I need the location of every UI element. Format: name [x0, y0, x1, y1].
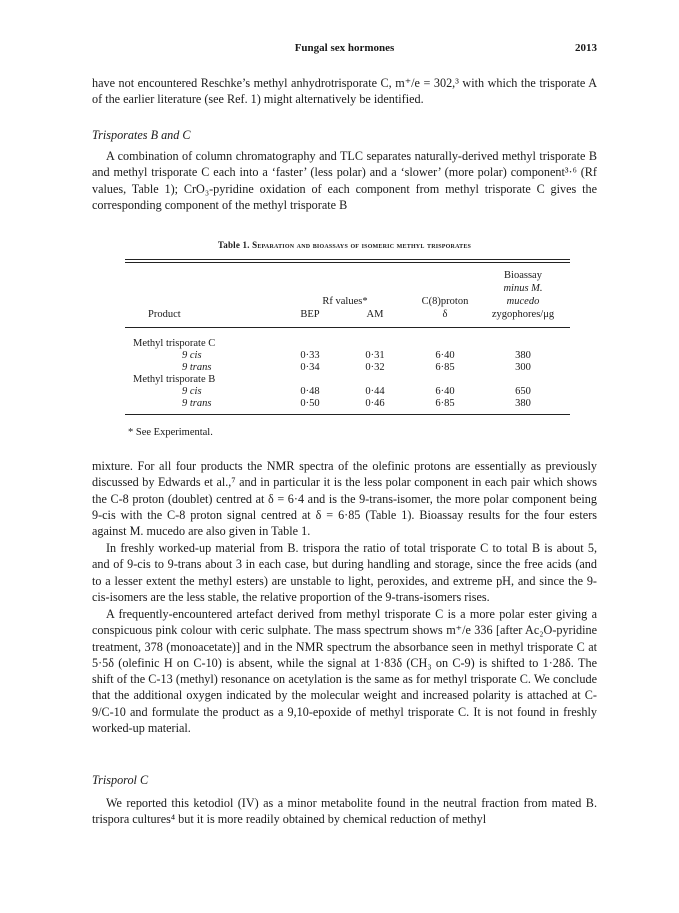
table-row-product: 9 trans: [182, 362, 212, 373]
table-cell-c8: 6·40: [435, 386, 455, 397]
table-top-rule: [125, 259, 570, 263]
table-cell-bioassay: 650: [515, 386, 531, 397]
paragraph-trisporol: We reported this ketodiol (IV) as a minor metabolite found in the neutral fraction from mated B. trispora cultures⁴ but it is more readily obtained by chemical reduction of methyl: [92, 796, 597, 827]
table-cell-bep: 0·33: [300, 350, 320, 361]
running-title: Fungal sex hormones: [294, 42, 395, 54]
paragraph-ratio: In freshly worked-up material from B. trispora the ratio of total trisporate C to total B is about 5, and of 9-cis to 9-trans about 3 in each case, but during handling and storage, since the free acids (and to a lesser extent the methyl esters) are unstable to light, peroxides, and extreme pH, and since the 9-cis-isomers are the less stable, the relative proportion of the 9-trans-isomers rises.: [92, 541, 597, 604]
page-header: [92, 42, 597, 58]
table-cell-am: 0·46: [365, 398, 385, 409]
table-cell-c8: 6·40: [435, 350, 455, 361]
header-c8-proton: C(8)proton: [421, 296, 469, 307]
table-cell-am: 0·32: [365, 362, 385, 373]
table-row-product: 9 trans: [182, 398, 212, 409]
table-cell-c8: 6·85: [435, 362, 455, 373]
table-caption-text: Separation and bioassays of isomeric methyl trisporates: [252, 240, 472, 250]
table-cell-bep: 0·50: [300, 398, 320, 409]
table-cell-bep: 0·48: [300, 386, 320, 397]
table-bottom-rule: [125, 414, 570, 415]
page-number: 2013: [575, 42, 597, 54]
table-row-product: 9 cis: [182, 350, 202, 361]
section-heading-trisporates: Trisporates B and C: [92, 128, 191, 142]
header-am: AM: [366, 309, 384, 320]
table-cell-am: 0·31: [365, 350, 385, 361]
table-header-rule: [125, 327, 570, 328]
header-bioassay-line1: Bioassay: [504, 270, 542, 281]
section-heading-trisporol: Trisporol C: [92, 773, 149, 787]
table-cell-bioassay: 380: [515, 350, 531, 361]
paragraph-separation: A combination of column chromatography and TLC separates naturally-derived methyl trisporate B and methyl trisporate C each into a ‘faster’ (less polar) and a ‘slower’ (more polar) component³·⁶ (Rf values, Table 1); CrO₃-pyridine oxidation of each component from methyl trisporate C gives the corresponding component of the methyl trisporate B: [92, 149, 597, 212]
table-cell-bioassay: 380: [515, 398, 531, 409]
table-row-product: Methyl trisporate B: [133, 374, 216, 385]
header-rf-values: Rf values*: [322, 296, 368, 307]
header-bep: BEP: [300, 309, 320, 320]
table-caption: [92, 240, 597, 250]
table-cell-am: 0·44: [365, 386, 385, 397]
table-footnote: * See Experimental.: [128, 427, 213, 438]
header-delta: δ: [442, 309, 448, 320]
paragraph-intro: have not encountered Reschke’s methyl anhydrotrisporate C, m⁺/e = 302,³ with which the trisporate A of the earlier literature (see Ref. 1) might alternatively be identified.: [92, 76, 597, 107]
header-bioassay-line4: zygophores/μg: [491, 309, 555, 320]
table-caption-label: Table 1.: [217, 240, 250, 250]
table-row-product: 9 cis: [182, 386, 202, 397]
table-cell-c8: 6·85: [435, 398, 455, 409]
table-cell-bep: 0·34: [300, 362, 320, 373]
paragraph-nmr: mixture. For all four products the NMR spectra of the olefinic protons are essentially as previously discussed by Edwards et al.,⁷ and in particular it is the less polar component in each pair which shows the C-8 proton (doublet) centred at δ = 6·4 and is the 9-trans-isomer, the more polar component being 9-cis with the C-8 proton signal centred at δ = 6·85 (Table 1). Bioassay results for the four esters against M. mucedo are also given in Table 1.: [92, 459, 597, 539]
paragraph-artefact: A frequently-encountered artefact derived from methyl trisporate C is a more polar ester giving a conspicuous pink colour with ceric sulphate. The mass spectrum shows m⁺/e 336 [after Ac₂O-pyridine treatment, 378 (monoacetate)] and in the NMR spectrum the absorbance seen in methyl trisporate C at 5·5δ (olefinic H on C-10) is absent, while the signal at 1·83δ (CH₃ on C-9) is shifted to 1·28δ. The shift of the C-13 (methyl) resonance on acetylation is the same as for methyl trisporate C. We conclude that the additional oxygen indicated by the molecular weight and increased polarity is attached at C-9/C-10 and formulate the product as a 9,10-epoxide of methyl trisporate C. It is not found in freshly worked-up material.: [92, 607, 597, 736]
header-product: Product: [148, 309, 181, 320]
table-row-product: Methyl trisporate C: [133, 338, 216, 349]
header-bioassay-line3: mucedo: [506, 296, 540, 307]
header-bioassay-line2: minus M.: [503, 283, 543, 294]
table-cell-bioassay: 300: [515, 362, 531, 373]
